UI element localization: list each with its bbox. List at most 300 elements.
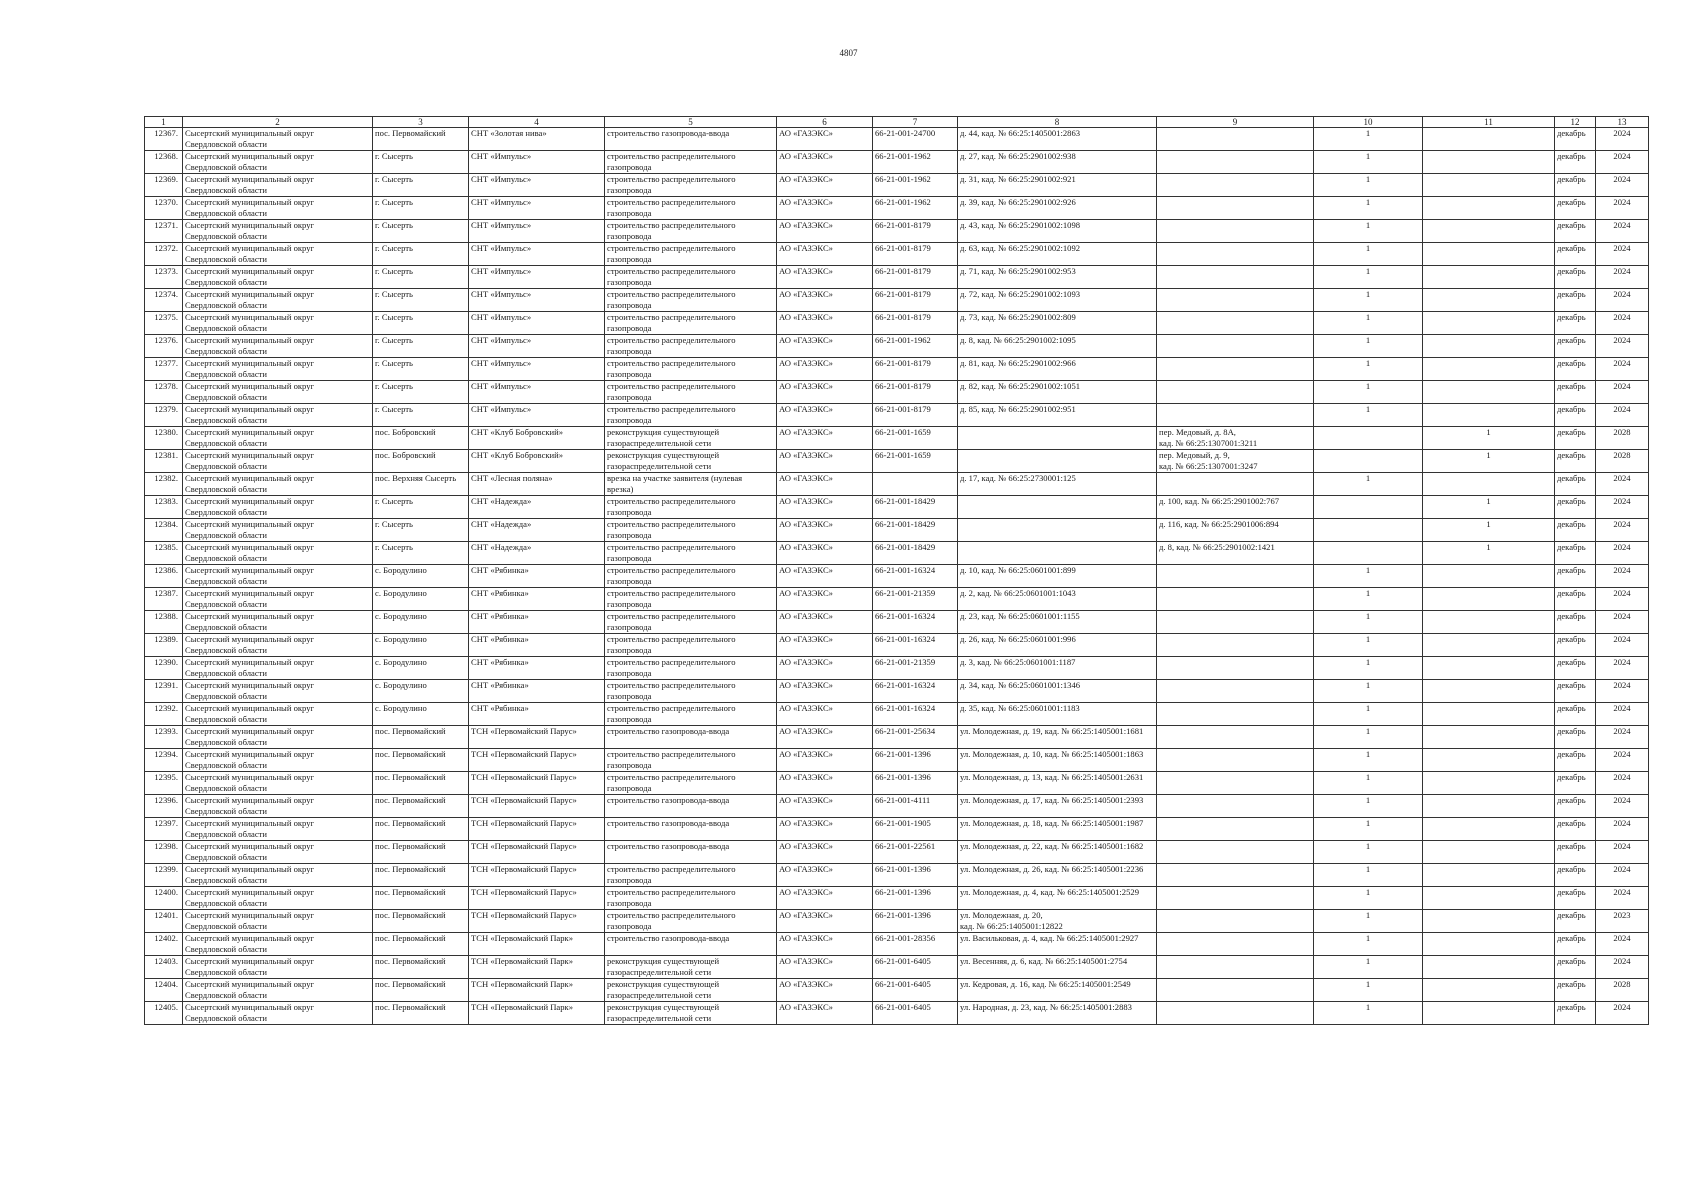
partnership-cell: СНТ «Золотая нива» [469,128,605,151]
row-number: 12379. [145,404,183,427]
district-cell [183,381,373,404]
row-number: 12375. [145,312,183,335]
organization-cell: АО «ГАЗЭКС» [777,289,873,312]
district-cell-line: Свердловской области [185,944,268,954]
permit-number-cell: 66-21-001-8179 [873,404,958,427]
table-row [145,726,1649,749]
district-cell-line: Сысертский муниципальный округ [185,450,315,460]
district-cell-line: Свердловской области [185,392,268,402]
row-number: 12370. [145,197,183,220]
table-body [145,128,1649,1025]
organization-cell: АО «ГАЗЭКС» [777,496,873,519]
work-type-cell-line: газопровода [607,691,652,701]
partnership-cell: СНТ «Лесная поляна» [469,473,605,496]
permit-number-cell: 66-21-001-1905 [873,818,958,841]
year-cell: 2024 [1596,519,1649,542]
address-col9-cell [1157,726,1314,749]
count-col10-cell: 1 [1314,335,1423,358]
table-row [145,1002,1649,1025]
work-type-cell-line: строительство газопровода-ввода [607,818,730,828]
work-type-cell [605,1002,777,1025]
permit-number-cell: 66-21-001-18429 [873,496,958,519]
organization-cell: АО «ГАЗЭКС» [777,680,873,703]
count-col11-cell [1423,358,1555,381]
month-cell: декабрь [1555,841,1596,864]
address-col8-cell-line: ул. Весенняя, д. 6, кад. № 66:25:1405001:2754 [960,956,1128,966]
table-row [145,312,1649,335]
table-row [145,404,1649,427]
work-type-cell-line: газопровода [607,392,652,402]
address-col8-cell-line: д. 31, кад. № 66:25:2901002:921 [960,174,1076,184]
work-type-cell-line: газопровода [607,645,652,655]
organization-cell: АО «ГАЗЭКС» [777,519,873,542]
partnership-cell: СНТ «Рябинка» [469,565,605,588]
address-col8-cell [958,910,1157,933]
count-col10-cell: 1 [1314,565,1423,588]
district-cell-line: Свердловской области [185,852,268,862]
work-type-cell-line: газопровода [607,760,652,770]
work-type-cell [605,933,777,956]
row-number: 12390. [145,657,183,680]
partnership-cell: СНТ «Импульс» [469,243,605,266]
work-type-cell-line: газораспределительной сети [607,438,712,448]
district-cell [183,542,373,565]
organization-cell: АО «ГАЗЭКС» [777,657,873,680]
work-type-cell-line: строительство распределительного [607,381,736,391]
locality-cell: пос. Первомайский [373,749,469,772]
organization-cell: АО «ГАЗЭКС» [777,197,873,220]
count-col11-cell [1423,772,1555,795]
month-cell: декабрь [1555,128,1596,151]
month-cell: декабрь [1555,404,1596,427]
district-cell-line: Свердловской области [185,162,268,172]
partnership-cell: ТСН «Первомайский Парус» [469,795,605,818]
table-row [145,220,1649,243]
permit-number-cell: 66-21-001-1962 [873,174,958,197]
year-cell: 2024 [1596,151,1649,174]
locality-cell: пос. Первомайский [373,979,469,1002]
year-cell: 2024 [1596,956,1649,979]
work-type-cell-line: газораспределительной сети [607,1013,712,1023]
table-row [145,841,1649,864]
locality-cell: пос. Первомайский [373,864,469,887]
table-row [145,956,1649,979]
work-type-cell [605,979,777,1002]
count-col11-cell [1423,818,1555,841]
row-number: 12399. [145,864,183,887]
year-cell: 2024 [1596,174,1649,197]
work-type-cell-line: газопровода [607,162,652,172]
organization-cell: АО «ГАЗЭКС» [777,128,873,151]
address-col8-cell [958,933,1157,956]
permit-number-cell: 66-21-001-1659 [873,450,958,473]
partnership-cell: ТСН «Первомайский Парус» [469,841,605,864]
count-col11-cell [1423,588,1555,611]
district-cell [183,956,373,979]
address-col9-cell [1157,197,1314,220]
district-cell-line: Свердловской области [185,714,268,724]
district-cell-line: Свердловской области [185,737,268,747]
month-cell: декабрь [1555,1002,1596,1025]
district-cell-line: Свердловской области [185,967,268,977]
permit-number-cell: 66-21-001-8179 [873,289,958,312]
partnership-cell: СНТ «Импульс» [469,151,605,174]
row-number: 12395. [145,772,183,795]
address-col8-cell-line: д. 81, кад. № 66:25:2901002:966 [960,358,1076,368]
partnership-cell: СНТ «Импульс» [469,381,605,404]
year-cell: 2024 [1596,1002,1649,1025]
count-col10-cell: 1 [1314,726,1423,749]
year-cell: 2024 [1596,611,1649,634]
year-cell: 2028 [1596,427,1649,450]
district-cell-line: Свердловской области [185,691,268,701]
partnership-cell: ТСН «Первомайский Парк» [469,979,605,1002]
partnership-cell: СНТ «Надежда» [469,496,605,519]
address-col8-cell [958,818,1157,841]
table-row [145,128,1649,151]
organization-cell: АО «ГАЗЭКС» [777,358,873,381]
row-number: 12372. [145,243,183,266]
work-type-cell [605,657,777,680]
permit-number-cell: 66-21-001-1962 [873,151,958,174]
district-cell [183,519,373,542]
work-type-cell-line: газопровода [607,714,652,724]
district-cell-line: Сысертский муниципальный округ [185,841,315,851]
address-col8-cell-line: д. 27, кад. № 66:25:2901002:938 [960,151,1076,161]
address-col8-cell [958,611,1157,634]
count-col10-cell: 1 [1314,197,1423,220]
partnership-cell: ТСН «Первомайский Парк» [469,1002,605,1025]
month-cell: декабрь [1555,519,1596,542]
locality-cell: пос. Бобровский [373,427,469,450]
work-type-cell-line: строительство распределительного [607,542,736,552]
month-cell: декабрь [1555,542,1596,565]
district-cell-line: Сысертский муниципальный округ [185,427,315,437]
address-col8-cell-line: д. 10, кад. № 66:25:0601001:899 [960,565,1076,575]
district-cell [183,565,373,588]
work-type-cell-line: строительство распределительного [607,519,736,529]
district-cell [183,611,373,634]
count-col11-cell [1423,703,1555,726]
work-type-cell [605,312,777,335]
row-number: 12394. [145,749,183,772]
district-cell [183,795,373,818]
district-cell-line: Сысертский муниципальный округ [185,197,315,207]
organization-cell: АО «ГАЗЭКС» [777,749,873,772]
month-cell: декабрь [1555,381,1596,404]
work-type-cell-line: строительство распределительного [607,243,736,253]
month-cell: декабрь [1555,864,1596,887]
work-type-cell [605,910,777,933]
district-cell-line: Свердловской области [185,990,268,1000]
organization-cell: АО «ГАЗЭКС» [777,243,873,266]
permit-number-cell: 66-21-001-25634 [873,726,958,749]
address-col8-cell [958,197,1157,220]
row-number: 12380. [145,427,183,450]
work-type-cell-line: газопровода [607,323,652,333]
district-cell [183,841,373,864]
row-number: 12368. [145,151,183,174]
organization-cell: АО «ГАЗЭКС» [777,565,873,588]
district-cell-line: Свердловской области [185,300,268,310]
row-number: 12391. [145,680,183,703]
table-row [145,611,1649,634]
year-cell: 2024 [1596,841,1649,864]
month-cell: декабрь [1555,956,1596,979]
work-type-cell-line: газопровода [607,185,652,195]
district-cell-line: Свердловской области [185,346,268,356]
work-type-cell-line: строительство распределительного [607,657,736,667]
work-type-cell-line: строительство газопровода-ввода [607,795,730,805]
count-col10-cell: 1 [1314,128,1423,151]
work-type-cell-line: газопровода [607,277,652,287]
work-type-cell [605,128,777,151]
district-cell-line: Сысертский муниципальный округ [185,887,315,897]
organization-cell: АО «ГАЗЭКС» [777,887,873,910]
locality-cell: пос. Первомайский [373,887,469,910]
row-number: 12384. [145,519,183,542]
permit-number-cell: 66-21-001-28356 [873,933,958,956]
locality-cell: г. Сысерть [373,312,469,335]
page-number: 4807 [839,48,858,58]
partnership-cell: ТСН «Первомайский Парус» [469,749,605,772]
year-cell: 2028 [1596,979,1649,1002]
permit-number-cell: 66-21-001-4111 [873,795,958,818]
address-col9-cell-line: д. 8, кад. № 66:25:2901002:1421 [1159,542,1275,552]
month-cell: декабрь [1555,266,1596,289]
work-type-cell-line: реконструкция существующей [607,979,720,989]
work-type-cell-line: газопровода [607,783,652,793]
year-cell: 2024 [1596,565,1649,588]
district-cell-line: Свердловской области [185,760,268,770]
organization-cell: АО «ГАЗЭКС» [777,427,873,450]
count-col11-cell [1423,680,1555,703]
organization-cell: АО «ГАЗЭКС» [777,450,873,473]
row-number: 12387. [145,588,183,611]
locality-cell: г. Сысерть [373,358,469,381]
year-cell: 2024 [1596,243,1649,266]
permit-number-cell: 66-21-001-16324 [873,565,958,588]
district-cell [183,1002,373,1025]
locality-cell: г. Сысерть [373,151,469,174]
district-cell-line: Свердловской области [185,323,268,333]
partnership-cell: СНТ «Надежда» [469,542,605,565]
address-col9-cell [1157,1002,1314,1025]
year-cell: 2024 [1596,933,1649,956]
count-col11-cell [1423,841,1555,864]
address-col8-cell [958,749,1157,772]
permit-number-cell: 66-21-001-16324 [873,703,958,726]
organization-cell: АО «ГАЗЭКС» [777,381,873,404]
address-col9-cell [1157,243,1314,266]
district-cell [183,220,373,243]
count-col10-cell [1314,450,1423,473]
address-col8-cell [958,266,1157,289]
district-cell-line: Сысертский муниципальный округ [185,933,315,943]
row-number: 12393. [145,726,183,749]
count-col11-cell [1423,910,1555,933]
month-cell: декабрь [1555,910,1596,933]
column-header-7: 7 [873,117,958,128]
table-row [145,864,1649,887]
district-cell-line: Свердловской области [185,783,268,793]
permit-number-cell: 66-21-001-8179 [873,312,958,335]
work-type-cell [605,680,777,703]
permit-number-cell: 66-21-001-8179 [873,266,958,289]
address-col9-cell [1157,933,1314,956]
table-row [145,818,1649,841]
work-type-cell-line: строительство распределительного [607,611,736,621]
count-col10-cell: 1 [1314,680,1423,703]
row-number: 12386. [145,565,183,588]
permit-number-cell: 66-21-001-6405 [873,1002,958,1025]
month-cell: декабрь [1555,151,1596,174]
address-col8-cell-line: д. 8, кад. № 66:25:2901002:1095 [960,335,1076,345]
address-col9-cell [1157,910,1314,933]
district-cell [183,749,373,772]
district-cell-line: Сысертский муниципальный округ [185,979,315,989]
month-cell: декабрь [1555,197,1596,220]
count-col10-cell [1314,519,1423,542]
district-cell-line: Свердловской области [185,231,268,241]
table-row [145,519,1649,542]
address-col9-cell [1157,312,1314,335]
month-cell: декабрь [1555,703,1596,726]
address-col8-cell [958,887,1157,910]
row-number: 12405. [145,1002,183,1025]
district-cell-line: Сысертский муниципальный округ [185,680,315,690]
address-col8-cell [958,174,1157,197]
row-number: 12382. [145,473,183,496]
address-col8-cell [958,496,1157,519]
district-cell-line: Свердловской области [185,369,268,379]
organization-cell: АО «ГАЗЭКС» [777,979,873,1002]
row-number: 12388. [145,611,183,634]
work-type-cell [605,289,777,312]
row-number: 12381. [145,450,183,473]
address-col8-cell [958,427,1157,450]
count-col10-cell: 1 [1314,611,1423,634]
month-cell: декабрь [1555,979,1596,1002]
row-number: 12378. [145,381,183,404]
address-col9-cell-line: д. 116, кад. № 66:25:2901006:894 [1159,519,1279,529]
month-cell: декабрь [1555,565,1596,588]
count-col10-cell [1314,542,1423,565]
work-type-cell [605,726,777,749]
table-row [145,657,1649,680]
partnership-cell: СНТ «Импульс» [469,289,605,312]
district-cell-line: Сысертский муниципальный округ [185,519,315,529]
work-type-cell-line: газопровода [607,530,652,540]
district-cell-line: Свердловской области [185,553,268,563]
year-cell: 2024 [1596,864,1649,887]
address-col9-cell [1157,358,1314,381]
permit-number-cell: 66-21-001-1396 [873,864,958,887]
district-cell-line: Свердловской области [185,461,268,471]
address-col8-cell [958,450,1157,473]
address-col9-cell [1157,450,1314,473]
locality-cell: пос. Первомайский [373,818,469,841]
organization-cell: АО «ГАЗЭКС» [777,795,873,818]
address-col8-cell [958,289,1157,312]
count-col10-cell: 1 [1314,864,1423,887]
district-cell [183,772,373,795]
address-col9-cell [1157,772,1314,795]
permit-number-cell: 66-21-001-6405 [873,956,958,979]
permit-number-cell: 66-21-001-6405 [873,979,958,1002]
column-header-3: 3 [373,117,469,128]
district-cell-line: Свердловской области [185,139,268,149]
address-col8-cell-line: д. 35, кад. № 66:25:0601001:1183 [960,703,1080,713]
work-type-cell [605,795,777,818]
work-type-cell-line: газораспределительной сети [607,967,712,977]
month-cell: декабрь [1555,772,1596,795]
count-col10-cell: 1 [1314,289,1423,312]
address-col9-cell [1157,151,1314,174]
address-col8-cell [958,404,1157,427]
work-type-cell-line: газопровода [607,875,652,885]
district-cell-line: Сысертский муниципальный округ [185,128,315,138]
district-cell [183,404,373,427]
column-header-5: 5 [605,117,777,128]
district-cell [183,128,373,151]
address-col8-cell [958,128,1157,151]
work-type-cell-line: газопровода [607,300,652,310]
table-row [145,151,1649,174]
address-col9-cell [1157,519,1314,542]
permit-number-cell: 66-21-001-1396 [873,772,958,795]
address-col8-cell [958,680,1157,703]
district-cell-line: Сысертский муниципальный округ [185,1002,315,1012]
address-col8-cell [958,841,1157,864]
work-type-cell-line: строительство распределительного [607,496,736,506]
partnership-cell: СНТ «Импульс» [469,266,605,289]
count-col10-cell: 1 [1314,703,1423,726]
row-number: 12400. [145,887,183,910]
address-col8-cell [958,795,1157,818]
district-cell-line: Сысертский муниципальный округ [185,657,315,667]
month-cell: декабрь [1555,933,1596,956]
count-col10-cell: 1 [1314,933,1423,956]
row-number: 12397. [145,818,183,841]
year-cell: 2024 [1596,657,1649,680]
district-cell [183,266,373,289]
locality-cell: пос. Первомайский [373,910,469,933]
work-type-cell [605,818,777,841]
district-cell-line: Свердловской области [185,898,268,908]
year-cell: 2024 [1596,496,1649,519]
address-col8-cell [958,519,1157,542]
work-type-cell-line: газопровода [607,254,652,264]
work-type-cell [605,611,777,634]
address-col8-cell-line: д. 71, кад. № 66:25:2901002:953 [960,266,1076,276]
work-type-cell-line: строительство распределительного [607,197,736,207]
count-col10-cell: 1 [1314,749,1423,772]
work-type-cell [605,496,777,519]
permit-number-cell: 66-21-001-16324 [873,611,958,634]
organization-cell: АО «ГАЗЭКС» [777,312,873,335]
district-cell-line: Сысертский муниципальный округ [185,703,315,713]
locality-cell: с. Бородулино [373,611,469,634]
column-header-6: 6 [777,117,873,128]
row-number: 12383. [145,496,183,519]
address-col8-cell-line: ул. Народная, д. 23, кад. № 66:25:1405001:2883 [960,1002,1132,1012]
work-type-cell [605,266,777,289]
locality-cell: пос. Первомайский [373,1002,469,1025]
row-number: 12389. [145,634,183,657]
month-cell: декабрь [1555,289,1596,312]
address-col8-cell-line: д. 73, кад. № 66:25:2901002:809 [960,312,1076,322]
